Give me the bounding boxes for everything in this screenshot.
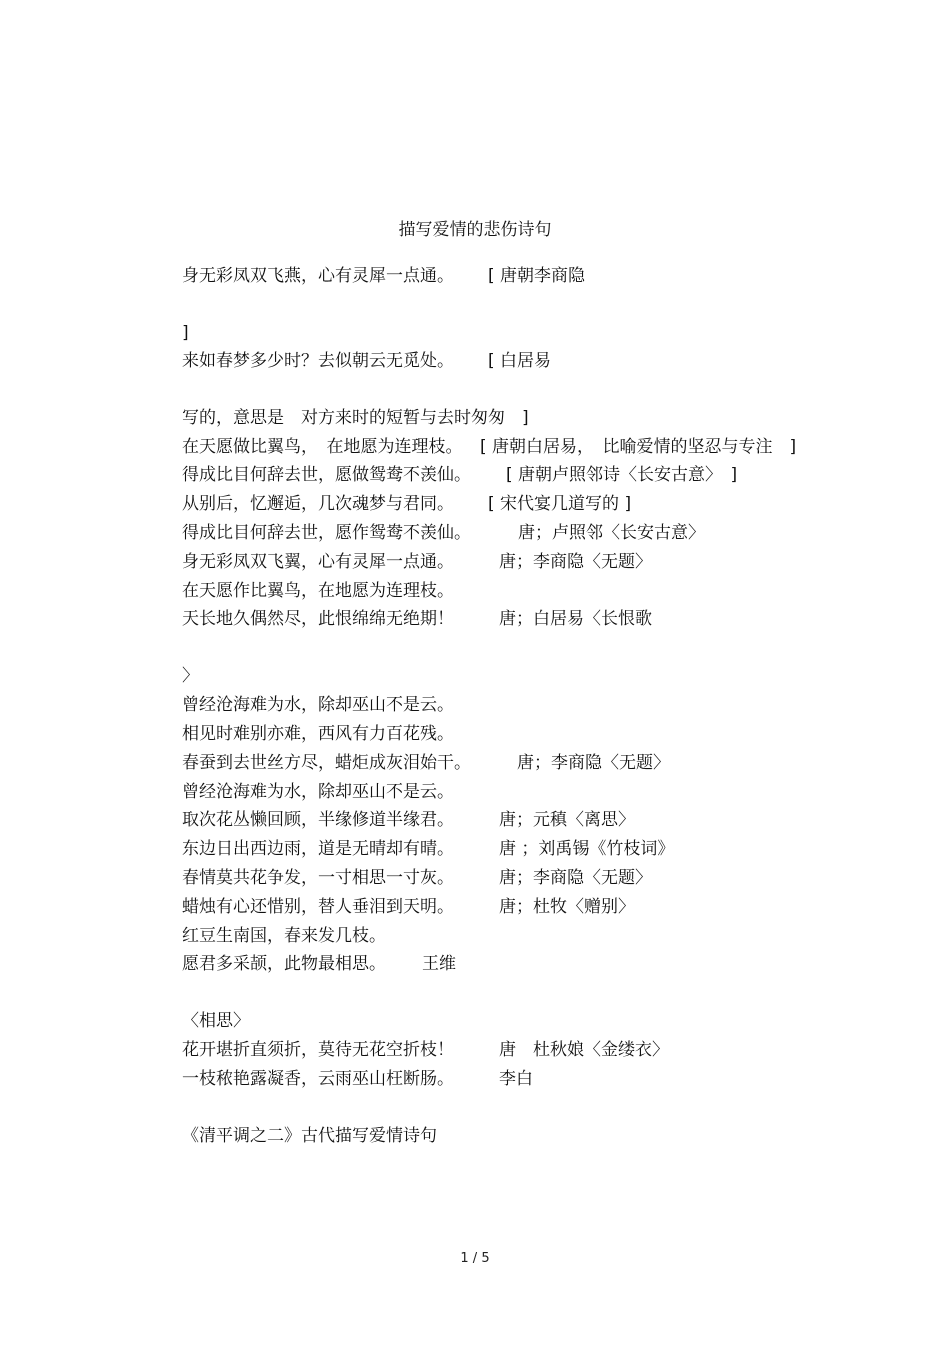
poem-text: 来如春梦多少时？去似朝云无觅处。 — [182, 351, 454, 371]
poem-source: [ 白居易 — [488, 351, 552, 371]
poem-text: 相见时难别亦难，西风有力百花残。 — [182, 724, 454, 744]
poem-line — [182, 579, 454, 603]
poem-source: [ 宋代宴几道写的 ] — [488, 494, 632, 514]
poem-source: 唐；卢照邻〈长安古意〉 — [518, 523, 705, 543]
poem-line — [182, 751, 670, 775]
poem-text: 写的，意思是 对方来时的短暂与去时匆匆 ] — [182, 408, 529, 428]
poem-line — [182, 895, 635, 919]
poem-line — [182, 722, 454, 746]
poem-source: 唐；李商隐〈无题〉 — [499, 552, 652, 572]
page-number: 1 / 5 — [460, 1251, 490, 1266]
poem-text: 得成比目何辞去世，愿作鸳鸯不羡仙。 — [182, 523, 471, 543]
poem-line — [182, 492, 632, 516]
poem-text: 在天愿做比翼鸟， 在地愿为连理枝。 — [182, 437, 463, 457]
poem-line — [182, 550, 652, 574]
poem-source: 唐；元稹〈离思〉 — [499, 810, 635, 830]
poem-line — [182, 435, 797, 459]
poem-line — [182, 780, 454, 804]
poem-line — [182, 866, 652, 890]
poem-source: [ 唐朝李商隐 — [488, 266, 586, 286]
poem-text: 天长地久偶然尽，此恨绵绵无绝期！ — [182, 609, 454, 629]
poem-text: 愿君多采颉，此物最相思。 — [182, 954, 386, 974]
poem-line — [182, 521, 705, 545]
poem-text: 得成比目何辞去世，愿做鸳鸯不羡仙。 — [182, 465, 471, 485]
poem-line — [182, 1124, 437, 1148]
poem-line — [182, 1067, 533, 1091]
poem-text: ] — [182, 323, 189, 343]
poem-line — [182, 1009, 250, 1033]
poem-line — [182, 952, 456, 976]
poem-text: 春蚕到去世丝方尽，蜡炬成灰泪始干。 — [182, 753, 471, 773]
poem-line — [182, 693, 454, 717]
poem-line — [182, 837, 675, 861]
poem-text: 〈相思〉 — [182, 1011, 250, 1031]
poem-source: 王维 — [422, 954, 456, 974]
poem-source: 唐；白居易〈长恨歌 — [499, 609, 652, 629]
poem-line — [182, 321, 189, 345]
poem-text: 蜡烛有心还惜别，替人垂泪到天明。 — [182, 897, 454, 917]
poem-text: 东边日出西边雨，道是无晴却有晴。 — [182, 839, 454, 859]
poem-source: 李白 — [499, 1069, 533, 1089]
poem-text: 曾经沧海难为水，除却巫山不是云。 — [182, 782, 454, 802]
poem-line — [182, 924, 386, 948]
poem-line — [182, 664, 199, 688]
poem-text: 从别后，忆邂逅，几次魂梦与君同。 — [182, 494, 454, 514]
poem-source: 唐；李商隐〈无题〉 — [517, 753, 670, 773]
poem-source: 唐 杜秋娘〈金缕衣〉 — [499, 1040, 669, 1060]
poem-line — [182, 607, 652, 631]
poem-source: 唐 ；刘禹锡《竹枝词》 — [499, 839, 675, 859]
poem-text: 在天愿作比翼鸟，在地愿为连理枝。 — [182, 581, 454, 601]
poem-line — [182, 463, 738, 487]
poem-source: [ 唐朝白居易， 比喻爱情的坚忍与专注 ] — [480, 437, 797, 457]
poem-text: 身无彩凤双飞燕，心有灵犀一点通。 — [182, 266, 454, 286]
poem-source: 唐；杜牧〈赠别〉 — [499, 897, 635, 917]
poem-line — [182, 808, 635, 832]
poem-text: 《清平调之二》古代描写爱情诗句 — [182, 1126, 437, 1146]
poem-text: 春情莫共花争发，一寸相思一寸灰。 — [182, 868, 454, 888]
poem-line — [182, 406, 529, 430]
poem-text: 身无彩凤双飞翼，心有灵犀一点通。 — [182, 552, 454, 572]
document-title: 描写爱情的悲伤诗句 — [398, 220, 552, 240]
poem-text: 曾经沧海难为水，除却巫山不是云。 — [182, 695, 454, 715]
poem-text: 〉 — [182, 666, 199, 686]
poem-text: 红豆生南国，春来发几枝。 — [182, 926, 386, 946]
poem-line — [182, 264, 586, 288]
poem-text: 取次花丛懒回顾，半缘修道半缘君。 — [182, 810, 454, 830]
poem-text: 花开堪折直须折，莫待无花空折枝！ — [182, 1040, 454, 1060]
poem-line — [182, 349, 552, 373]
poem-line — [182, 1038, 669, 1062]
poem-source: 唐；李商隐〈无题〉 — [499, 868, 652, 888]
poem-source: [ 唐朝卢照邻诗〈长安古意〉 ] — [506, 465, 738, 485]
poem-text: 一枝秾艳露凝香，云雨巫山枉断肠。 — [182, 1069, 454, 1089]
